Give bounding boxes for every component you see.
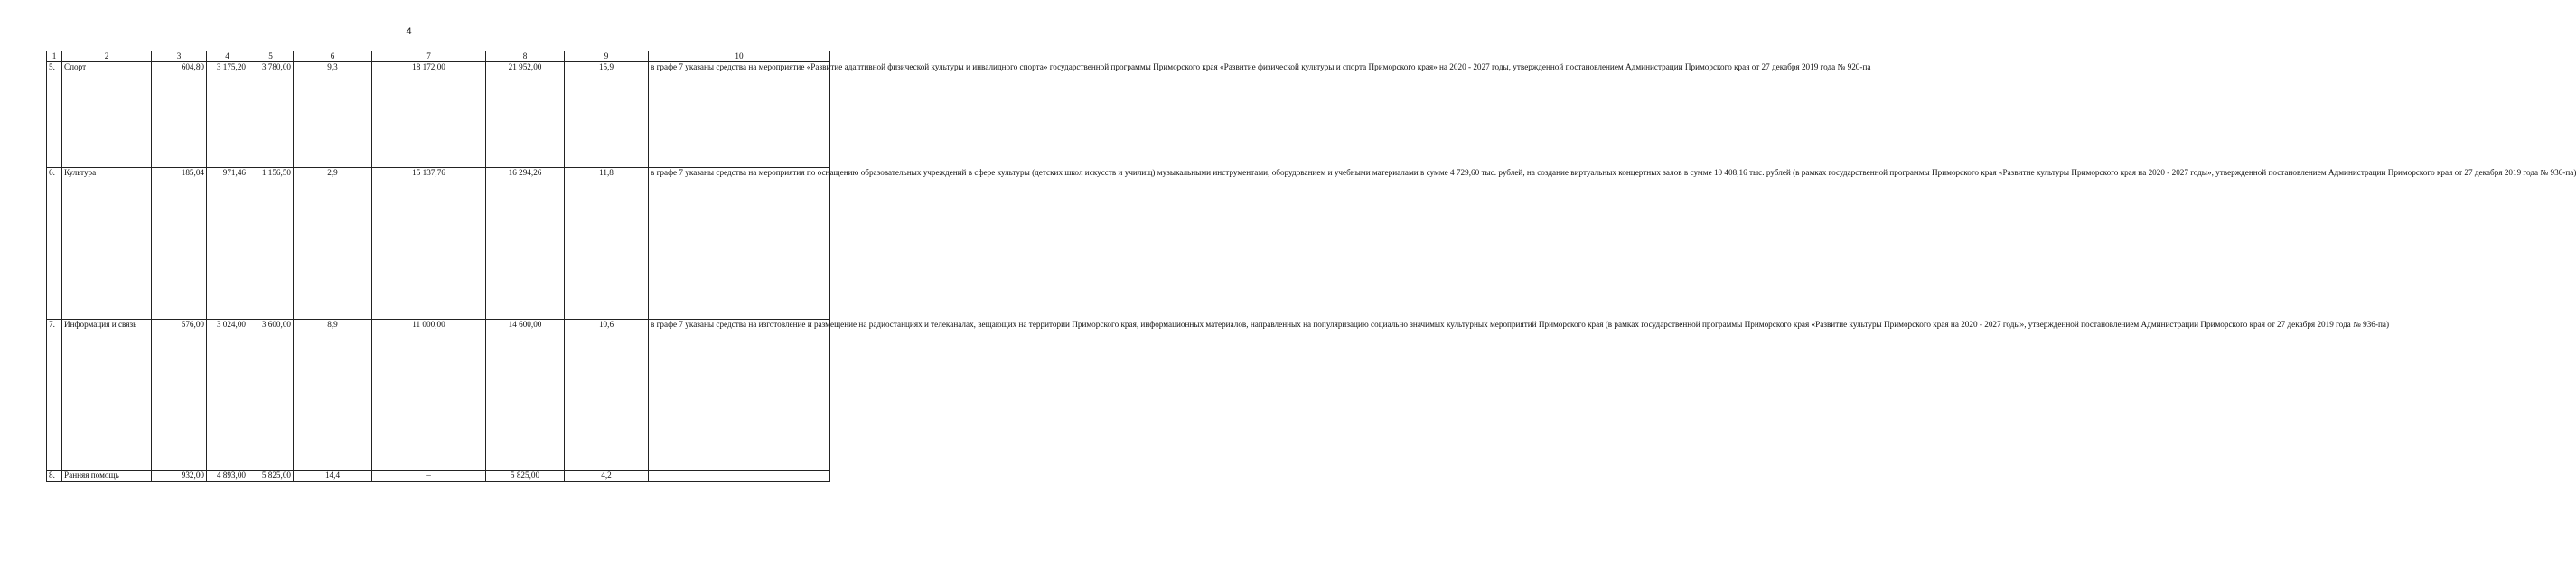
cell-col4: 3 175,20 [207,62,248,168]
cell-col3: 932,00 [152,471,207,482]
cell-col7: – [372,471,486,482]
cell-col6: 14,4 [294,471,372,482]
cell-note [649,471,830,482]
column-header: 5 [248,51,294,62]
cell-col4: 3 024,00 [207,320,248,471]
cell-col9: 11,8 [565,168,649,320]
cell-col6: 2,9 [294,168,372,320]
column-header: 10 [649,51,830,62]
cell-col7: 11 000,00 [372,320,486,471]
table-row [47,471,830,482]
row-number: 6. [47,168,62,320]
row-name: Культура [62,168,152,320]
cell-note: в графе 7 указаны средства на мероприятия по оснащению образовательных учреждений в сфере культуры (детских школ искусств и училищ) музыкальными инструментами, оборудованием и учебными материалами в сумме 4 729,60 тыс. рублей, на создание виртуальных концертных залов в сумме 10 408,16 тыс. рублей (в рамках государственной программы Приморского края «Развитие культуры Приморского края на 2020 - 2027 годы», утвержденной постановлением Администрации Приморского края от 27 декабря 2019 года № 936-па) [649,168,830,320]
table-row [47,62,830,168]
cell-col4: 971,46 [207,168,248,320]
table-row [47,320,830,471]
table-row [47,168,830,320]
column-header: 8 [486,51,565,62]
cell-col5: 3 780,00 [248,62,294,168]
column-header: 3 [152,51,207,62]
row-number: 5. [47,62,62,168]
cell-col3: 576,00 [152,320,207,471]
cell-col9: 15,9 [565,62,649,168]
cell-col5: 5 825,00 [248,471,294,482]
row-number: 8. [47,471,62,482]
cell-col9: 4,2 [565,471,649,482]
cell-note: в графе 7 указаны средства на мероприятие «Развитие адаптивной физической культуры и инвалидного спорта» государственной программы Приморского края «Развитие физической культуры и спорта Приморского края» на 2020 - 2027 годы, утвержденной постановлением Администрации Приморского края от 27 декабря 2019 года № 920-па [649,62,830,168]
column-header: 6 [294,51,372,62]
cell-col9: 10,6 [565,320,649,471]
column-header: 1 [47,51,62,62]
budget-table [46,51,2576,482]
cell-col3: 604,80 [152,62,207,168]
cell-note: в графе 7 указаны средства на изготовление и размещение на радиостанциях и телеканалах, вещающих на территории Приморского края, информационных материалов, направленных на популяризацию социально значимых культурных мероприятий Приморского края (в рамках государственной программы Приморского края «Развитие культуры Приморского края на 2020 - 2027 годы», утвержденной постановлением Администрации Приморского края от 27 декабря 2019 года № 936-па) [649,320,830,471]
column-header: 2 [62,51,152,62]
cell-col5: 1 156,50 [248,168,294,320]
row-name: Информация и связь [62,320,152,471]
row-number: 7. [47,320,62,471]
column-header: 4 [207,51,248,62]
cell-col8: 21 952,00 [486,62,565,168]
column-header: 7 [372,51,486,62]
column-header: 9 [565,51,649,62]
cell-col8: 16 294,26 [486,168,565,320]
cell-col7: 18 172,00 [372,62,486,168]
page-number: 4 [406,26,412,37]
cell-col3: 185,04 [152,168,207,320]
cell-col8: 14 600,00 [486,320,565,471]
cell-col6: 8,9 [294,320,372,471]
cell-col5: 3 600,00 [248,320,294,471]
row-name: Ранняя помощь [62,471,152,482]
cell-col4: 4 893,00 [207,471,248,482]
cell-col6: 9,3 [294,62,372,168]
row-name: Спорт [62,62,152,168]
cell-col8: 5 825,00 [486,471,565,482]
header-row [47,51,830,62]
cell-col7: 15 137,76 [372,168,486,320]
